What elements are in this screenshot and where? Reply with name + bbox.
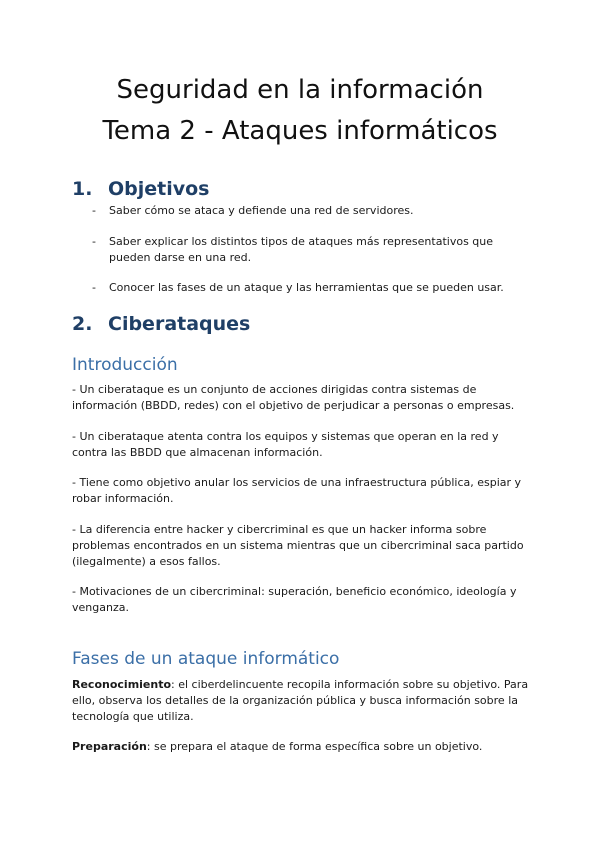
phase-description: : el ciberdelincuente recopila información sobre su objetivo. Para ello, observa los detalles de la organización pública y busca información sobre la tecnología que utiliza. <box>72 678 529 723</box>
list-item-text: Saber explicar los distintos tipos de ataques más representativos que pueden darse en una red. <box>109 235 494 264</box>
document-title-line1: Seguridad en la información <box>116 75 484 105</box>
dash-bullet-icon: - <box>92 235 96 248</box>
phase-paragraph-reconocimiento <box>72 677 532 725</box>
phase-description: : se prepara el ataque de forma específica sobre un objetivo. <box>146 740 483 753</box>
paragraph: - Un ciberataque es un conjunto de acciones dirigidas contra sistemas de información (BBDD, redes) con el objetivo de perjudicar a personas o empresas. <box>72 383 515 412</box>
subheading-fases: Fases de un ataque informático <box>72 649 340 669</box>
paragraph: - Un ciberataque atenta contra los equipos y sistemas que operan en la red y contra las BBDD que almacenan información. <box>72 430 499 459</box>
list-item-text: Saber cómo se ataca y defiende una red de servidores. <box>109 204 414 217</box>
section-heading-ciberataques <box>72 312 250 336</box>
section-title: Objetivos <box>108 178 210 200</box>
list-item <box>92 203 532 219</box>
phase-paragraph-preparacion <box>72 739 532 755</box>
phase-term: Preparación <box>72 740 147 753</box>
section-number: 1. <box>72 178 93 200</box>
document-title-line2: Tema 2 - Ataques informáticos <box>102 116 498 146</box>
dash-bullet-icon: - <box>92 204 96 217</box>
section-title: Ciberataques <box>108 313 251 335</box>
paragraph: - Tiene como objetivo anular los servicios de una infraestructura pública, espiar y robar información. <box>72 476 522 505</box>
section-heading-objetivos <box>72 177 210 201</box>
dash-bullet-icon: - <box>92 281 96 294</box>
section-number: 2. <box>72 313 93 335</box>
list-item <box>92 234 532 265</box>
list-item <box>92 280 532 296</box>
subheading-introduccion: Introducción <box>72 355 178 375</box>
paragraph: - La diferencia entre hacker y cibercriminal es que un hacker informa sobre problemas encontrados en un sistema mientras que un cibercriminal saca partido (ilegalmente) a esos fallos. <box>72 523 524 568</box>
paragraph: - Motivaciones de un cibercriminal: superación, beneficio económico, ideología y venganza. <box>72 585 517 614</box>
phase-term: Reconocimiento <box>72 678 172 691</box>
list-item-text: Conocer las fases de un ataque y las herramientas que se pueden usar. <box>109 281 504 294</box>
